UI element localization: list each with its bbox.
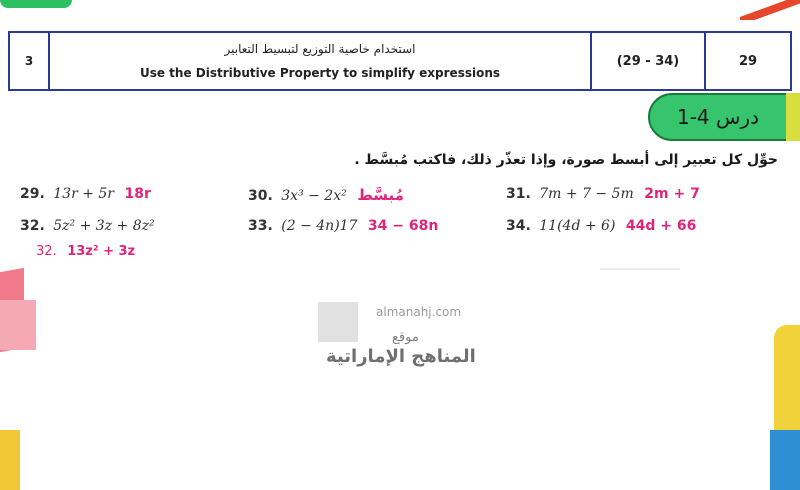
exercise-expression: 7m + 7 − 5m [539, 186, 634, 202]
pages-cell: (29 - 34) [592, 33, 706, 89]
exercise-expression: 11(4d + 6) [539, 218, 616, 234]
lesson-header-table [8, 31, 792, 91]
watermark-logo [318, 302, 358, 342]
exercise-answer: 2m + 7 [644, 186, 700, 202]
answer-32-value: 13z² + 3z [67, 244, 136, 259]
watermark-line2: المناهج الإماراتية [326, 346, 476, 367]
exercise-answer: مُبسَّط [357, 186, 404, 204]
exercise-31 [506, 186, 700, 202]
exercise-number: 33. [248, 218, 273, 234]
start-page-cell: 29 [738, 53, 758, 69]
exercise-number: 34. [506, 218, 531, 234]
exercise-expression: 3x³ − 2x² [281, 188, 347, 204]
badge-accent [786, 93, 800, 141]
corner-decoration [740, 0, 800, 20]
exercise-number: 32. [20, 218, 45, 234]
lesson-number-cell: 3 [10, 33, 50, 89]
divider-line [600, 268, 680, 270]
watermark-line1: موقع [392, 330, 419, 345]
title-english: Use the Distributive Property to simplify expressions [139, 66, 501, 80]
exercise-30 [248, 186, 404, 204]
exercise-expression: 13r + 5r [53, 186, 115, 202]
exercise-answer: 44d + 66 [625, 218, 697, 234]
exercise-29 [20, 186, 151, 202]
exercise-expression: 5z² + 3z + 8z² [53, 218, 155, 234]
exercise-number: 30. [248, 188, 273, 204]
left-decoration-2 [0, 300, 36, 350]
cup-decoration [770, 430, 800, 490]
exercise-34 [506, 218, 696, 234]
top-green-tab [0, 0, 72, 8]
instruction-text: حوِّل كل تعبير إلى أبسط صورة، وإذا تعذّر ذلك، فاكتب مُبسَّط . [354, 152, 778, 168]
bottom-left-decoration [0, 430, 20, 490]
exercise-expression: (2 − 4n)17 [281, 218, 358, 234]
exercise-answer: 18r [124, 186, 151, 202]
watermark-url: almanahj.com [376, 305, 462, 319]
answer-32-number: 32. [36, 244, 57, 259]
exercise-number: 29. [20, 186, 45, 202]
title-arabic: استخدام خاصية التوزيع لتبسيط التعابير [224, 42, 416, 56]
pencil-decoration [774, 325, 800, 445]
exercise-number: 31. [506, 186, 531, 202]
answer-32 [36, 244, 135, 259]
lesson-title-cell [50, 33, 592, 89]
exercise-answer: 34 − 68n [367, 218, 439, 234]
lesson-badge: 1-4 درس [648, 93, 788, 141]
exercise-32 [20, 218, 155, 234]
exercise-33 [248, 218, 438, 234]
